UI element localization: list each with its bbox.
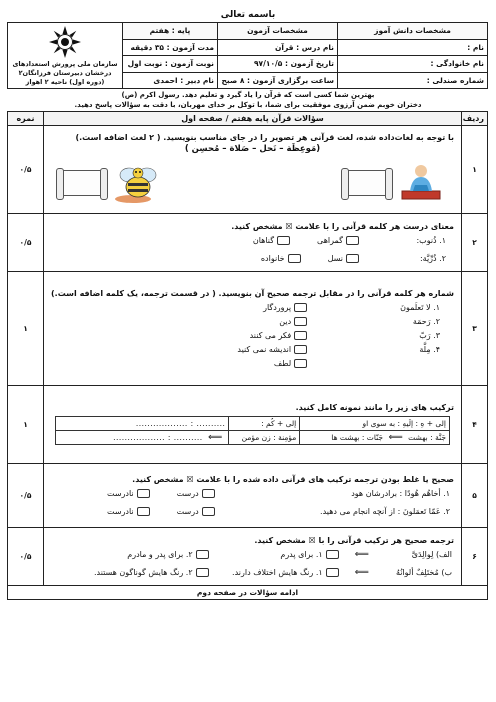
question-number: ۱ — [462, 126, 488, 214]
questions-title: سؤالات قرآن پایه هفتم / صفحه اول — [44, 112, 462, 126]
term-b: ب) مُختَلِفٌ ألوانُهُ — [395, 567, 452, 577]
meaning: لطف — [273, 358, 292, 368]
question-1-body — [44, 126, 462, 214]
org-name-3: (دوره اول) ناحیه ۲ اهواز — [25, 78, 105, 86]
term: ۲. رَحمَة — [412, 316, 440, 326]
plural-term: جَنّات : بهشت ها — [331, 432, 384, 442]
number-box[interactable] — [294, 331, 307, 340]
answer-scroll-1[interactable] — [346, 170, 388, 196]
meaning: پروردگار — [263, 302, 292, 312]
question-score: ۱ — [8, 272, 44, 386]
exam-date: تاریخ آزمون : ۹۷/۱۰/۵ — [218, 56, 338, 73]
checkbox[interactable] — [277, 236, 290, 245]
question-prompt: صحیح یا غلط بودن ترجمه ترکیب های قرآنی داده شده را با علامت ☒ مشخص کنید. — [132, 475, 454, 484]
arrow-icon: ⟸ — [354, 548, 369, 560]
answer-blank: .......... : .................. — [113, 432, 203, 442]
checkbox[interactable] — [137, 507, 150, 516]
number-box[interactable] — [294, 345, 307, 354]
term: ۳. رَبّ — [419, 330, 440, 340]
exam-time: ساعت برگزاری آزمون : ۸ صبح — [218, 72, 338, 89]
combination-term: إلی + کُم : — [229, 416, 300, 430]
option-false: نادرست — [107, 488, 134, 498]
exam-page — [8, 8, 488, 696]
question-number: ۶ — [462, 528, 488, 586]
example-combination: إلی + هِ : إلَیهِ : به سوی او — [300, 416, 450, 430]
teacher-name: نام دبیر : احمدی — [123, 72, 218, 89]
checkbox[interactable] — [346, 254, 359, 263]
seat-number-field[interactable]: شماره صندلی : — [338, 72, 488, 89]
option: نسل — [327, 253, 343, 263]
student-info-heading: مشخصات دانش آموز — [338, 23, 488, 40]
option: ۱. برای پدرم — [280, 549, 323, 559]
question-6-body — [44, 528, 462, 586]
checkbox[interactable] — [326, 568, 339, 577]
arrow-icon: ⟸ — [208, 431, 223, 443]
term-1: ۱. ذُنوب: — [416, 235, 446, 245]
arrow-icon: ⟸ — [388, 431, 403, 443]
option: گمراهی — [317, 235, 343, 245]
number-box[interactable] — [294, 303, 307, 312]
plural-answer[interactable] — [56, 430, 229, 444]
question-number: ۲ — [462, 214, 488, 272]
option: ۱. رنگ هایش اختلاف دارند. — [232, 567, 323, 577]
question-number: ۳ — [462, 272, 488, 386]
question-score: ۰/۵ — [8, 214, 44, 272]
meaning: فکر می کنند — [249, 330, 292, 340]
continued-note: ادامه سؤالات در صفحه دوم — [8, 586, 488, 600]
question-score: ۰/۵ — [8, 126, 44, 214]
exam-turn: نوبت آزمون : نوبت اول — [123, 56, 218, 73]
meaning-list — [237, 300, 310, 370]
question-number: ۴ — [462, 386, 488, 464]
footer-row — [8, 586, 488, 600]
org-name-2: درخشان دبیرستان فرزانگان۲ — [18, 69, 112, 77]
basmala: باسمه تعالی — [220, 10, 276, 20]
number-box[interactable] — [294, 317, 307, 326]
question-3 — [8, 272, 488, 386]
statement-2: ۲. عَمّا تَعمَلونَ : از آنچه انجام می دهید. — [320, 506, 450, 516]
family-name-field[interactable]: نام خانوادگی : — [338, 56, 488, 73]
combination-table — [55, 416, 450, 445]
questions-table — [7, 111, 488, 600]
prayer-image — [398, 161, 444, 205]
number-box[interactable] — [294, 359, 307, 368]
question-2-body — [44, 214, 462, 272]
plural-question-term: مؤمِنة : زن مؤمن — [229, 430, 300, 444]
combination-answer[interactable]: .......... : .................. — [56, 416, 229, 430]
term-a: الف) لِوالِدَیَّ — [411, 549, 452, 559]
exam-info-heading: مشخصات آزمون — [218, 23, 338, 40]
question-1 — [8, 126, 488, 214]
question-4 — [8, 386, 488, 464]
question-6 — [8, 528, 488, 586]
question-score: ۰/۵ — [8, 464, 44, 528]
checkbox[interactable] — [346, 236, 359, 245]
question-score: ۱ — [8, 386, 44, 464]
checkbox[interactable] — [196, 568, 209, 577]
checkbox[interactable] — [202, 507, 215, 516]
term-2: ۲. ذُرِّیَّة: — [419, 253, 446, 263]
term-list — [400, 300, 440, 370]
question-prompt: با توجه به لغات‌داده شده، لغت قرآنی هر تصویر را در جای مناسب بنویسید. ( ۲ لغت اضافه است.) — [75, 133, 454, 142]
school-emblem-icon — [48, 25, 82, 59]
checkbox[interactable] — [326, 550, 339, 559]
questions-header-row — [8, 112, 488, 126]
name-field[interactable]: نام : — [338, 39, 488, 56]
checkbox[interactable] — [202, 489, 215, 498]
exam-notes — [8, 89, 488, 111]
exam-header — [7, 22, 488, 89]
radif-heading: ردیف — [462, 112, 488, 126]
checkbox[interactable] — [137, 489, 150, 498]
option: خانواده — [260, 253, 285, 263]
org-name-1: سازمان ملی پرورش استعدادهای — [12, 60, 118, 68]
answer-scroll-2[interactable] — [61, 170, 103, 196]
question-2 — [8, 214, 488, 272]
score-heading: نمره — [8, 112, 44, 126]
arrow-icon: ⟸ — [354, 566, 369, 578]
option: گناهان — [252, 235, 275, 245]
meaning: اندیشه نمی کنید — [237, 344, 292, 354]
option-false: نادرست — [107, 506, 134, 516]
grade-label: پایه : هفتم — [123, 23, 218, 40]
option: ۲. برای پدر و مادرم — [127, 549, 193, 559]
encouragement-note: دختران خوبم ضمن آرزوی موفقیت برای شما، با توکل بر خدای مهربان، با دقت به سؤالات پاسخ دهید. — [74, 101, 422, 109]
question-prompt: ترجمه صحیح هر ترکیب قرآنی را با ☒ مشخص کنید. — [254, 536, 454, 545]
term: ۴. مِلَّة — [419, 344, 440, 354]
word-bank: (مَوعِظَة – نَحل – صَلاة – مُحسِن ) — [184, 144, 321, 154]
question-3-body — [44, 272, 462, 386]
question-prompt: شماره هر کلمه قرآنی را در مقابل ترجمه صحیح آن بنویسید. ( در قسمت ترجمه، یک کلمه اضافه است.) — [51, 289, 454, 298]
subject-name: نام درس : قرآن — [218, 39, 338, 56]
question-4-body — [44, 386, 462, 464]
exam-duration: مدت آزمون : ۳۵ دقیقه — [123, 39, 218, 56]
option-true: درست — [176, 488, 199, 498]
question-prompt: معنای درست هر کلمه قرآنی را با علامت ☒ مشخص کنید. — [231, 222, 454, 231]
question-score: ۰/۵ — [8, 528, 44, 586]
question-prompt: ترکیب های زیر را مانند نمونه کامل کنید. — [295, 402, 454, 412]
bee-image — [113, 161, 163, 205]
statement-1: ۱. أخاهُم هُودًا : برادرشان هود — [351, 488, 450, 498]
singular-term: جَنَّة : بهشت — [408, 432, 446, 442]
school-logo-cell — [8, 23, 123, 89]
question-5 — [8, 464, 488, 528]
meaning: دین — [279, 316, 292, 326]
option: ۲. رنگ هایش گوناگون هستند. — [93, 567, 193, 577]
plural-example — [300, 430, 450, 444]
hadith-note: بهترین شما کسی است که قرآن را یاد گیرد و تعلیم دهد. رسول اکرم (ص) — [121, 91, 375, 99]
question-number: ۵ — [462, 464, 488, 528]
term: ۱. لا تَعلَمونَ — [400, 302, 440, 312]
checkbox[interactable] — [196, 550, 209, 559]
option-true: درست — [176, 506, 199, 516]
question-5-body — [44, 464, 462, 528]
checkbox[interactable] — [288, 254, 301, 263]
